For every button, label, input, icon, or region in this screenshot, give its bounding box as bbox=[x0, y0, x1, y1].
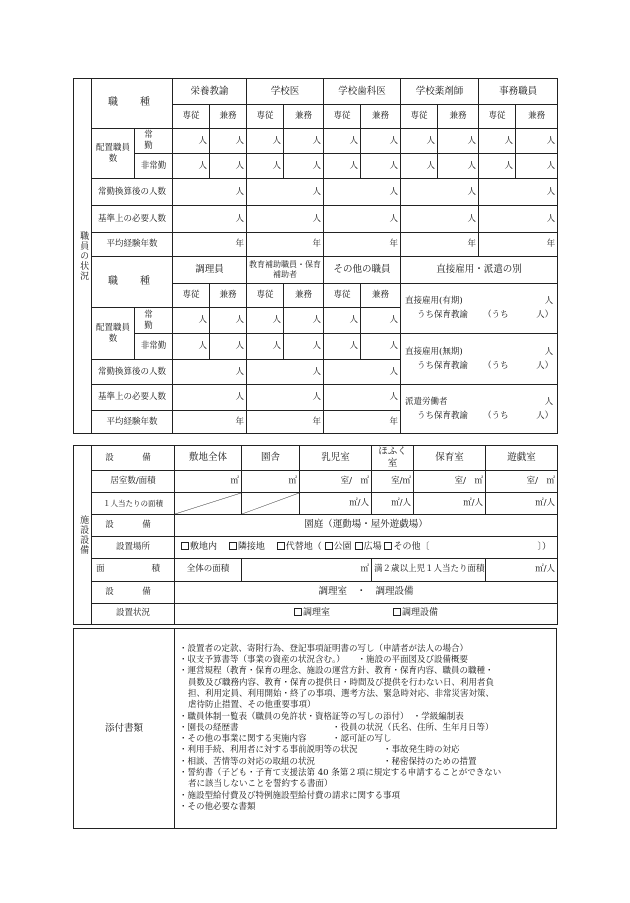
per-person-cell[interactable]: ㎡/人 bbox=[414, 492, 486, 514]
count-cell[interactable]: 人 bbox=[324, 179, 401, 206]
attachment-item: ・職員体制一覧表（職員の免許状・資格証等の写しの添付） ・学級編制表 bbox=[179, 711, 464, 722]
years-cell[interactable]: 年 bbox=[324, 411, 401, 434]
option-label: 公園 bbox=[333, 541, 352, 552]
count-cell[interactable]: 人 bbox=[247, 179, 324, 206]
years-cell[interactable]: 年 bbox=[247, 233, 324, 257]
standard-label: 基準上の必要人数 bbox=[92, 206, 173, 233]
count-cell[interactable]: 人 bbox=[173, 308, 210, 334]
years-cell[interactable]: 年 bbox=[401, 233, 479, 257]
facility-table bbox=[73, 445, 558, 625]
count-cell[interactable]: 人 bbox=[361, 154, 401, 179]
col-play-room: 遊戯室 bbox=[486, 446, 558, 471]
attachment-item: 虐待防止措置、その他重要事項） bbox=[188, 700, 316, 711]
child-area-label: 満２歳以上児１人当たり面積 bbox=[372, 558, 486, 581]
count-cell[interactable]: 人 bbox=[210, 334, 247, 360]
col-office-staff: 事務職員 bbox=[479, 79, 558, 105]
checkbox-icon bbox=[277, 542, 285, 550]
attachment-item: ・利用手続、利用者に対する事前説明等の状況 ・事故発生時の対応 bbox=[179, 745, 460, 756]
fulltime-label: 専従 bbox=[479, 105, 516, 129]
count-cell[interactable]: 人 bbox=[247, 360, 324, 385]
count-cell[interactable]: 人 bbox=[438, 129, 479, 154]
count-cell[interactable]: 人 bbox=[210, 154, 247, 179]
count-cell[interactable]: 人 bbox=[173, 206, 247, 233]
attachments-list bbox=[175, 629, 557, 829]
count-cell[interactable]: 人 bbox=[247, 308, 284, 334]
option-label: 広場 bbox=[363, 541, 382, 552]
parttime-label: 兼務 bbox=[361, 284, 401, 308]
count-cell[interactable]: 人 bbox=[173, 154, 210, 179]
count-cell[interactable]: 人 bbox=[516, 129, 558, 154]
converted-label: 常勤換算後の人数 bbox=[92, 179, 173, 206]
count-cell[interactable]: 人 bbox=[361, 334, 401, 360]
count-cell[interactable]: 人 bbox=[324, 308, 361, 334]
assign-label: 配置職員数 bbox=[92, 129, 135, 179]
checkbox-icon bbox=[355, 542, 363, 550]
dispatch-label: 派遣労働者 bbox=[405, 396, 448, 407]
attachment-item: ・その他必要な書類 bbox=[179, 801, 256, 812]
nonregular-label: 非常勤 bbox=[135, 334, 173, 360]
direct-fixed-count: 人 bbox=[544, 296, 554, 307]
child-area-cell[interactable]: ㎡/人 bbox=[486, 558, 558, 581]
status-label: 設置状況 bbox=[92, 603, 175, 624]
close-bracket: 〕） bbox=[537, 541, 551, 552]
count-cell[interactable]: 人 bbox=[247, 206, 324, 233]
count-cell[interactable]: 人 bbox=[247, 129, 284, 154]
option-label: 代替地（ bbox=[285, 541, 322, 552]
count-cell[interactable]: 人 bbox=[284, 129, 324, 154]
count-cell[interactable]: 人 bbox=[516, 154, 558, 179]
option-on-site[interactable] bbox=[181, 542, 217, 552]
fulltime-label: 専従 bbox=[247, 284, 284, 308]
count-cell[interactable]: 人 bbox=[479, 179, 558, 206]
count-cell[interactable]: 人 bbox=[173, 129, 210, 154]
count-cell[interactable]: 人 bbox=[284, 154, 324, 179]
attachments-label: 添付書類 bbox=[74, 629, 175, 829]
option-plaza[interactable] bbox=[355, 542, 382, 552]
equip-label: 設 備 bbox=[92, 514, 175, 536]
count-cell[interactable]: 人 bbox=[438, 154, 479, 179]
option-cook-room[interactable] bbox=[294, 608, 330, 618]
count-cell[interactable]: 人 bbox=[247, 385, 324, 411]
checkbox-icon bbox=[229, 542, 237, 550]
count-cell[interactable]: 人 bbox=[479, 129, 516, 154]
option-label: 敷地内 bbox=[190, 541, 218, 552]
equip-label: 設 備 bbox=[92, 446, 175, 471]
years-cell[interactable]: 年 bbox=[247, 411, 324, 434]
count-cell[interactable]: 人 bbox=[401, 129, 438, 154]
option-label: 調理室 bbox=[303, 608, 331, 619]
count-cell[interactable]: 人 bbox=[324, 385, 401, 411]
col-building: 園舎 bbox=[242, 446, 300, 471]
col-crawling-room: ほふく室 bbox=[372, 446, 414, 471]
garden-label: 園庭（運動場・屋外遊戯場） bbox=[175, 514, 558, 536]
checkbox-icon bbox=[393, 608, 401, 616]
location-label: 設置場所 bbox=[92, 536, 175, 558]
parttime-label: 兼務 bbox=[284, 105, 324, 129]
col-nursery-room: 保育室 bbox=[414, 446, 486, 471]
attachment-item: ・園長の経歴書 ・役員の状況（氏名、住所、生年月日等） bbox=[179, 722, 494, 733]
count-cell[interactable]: 人 bbox=[284, 308, 324, 334]
attachment-item: ・収支予算書等（事業の資産の状況含む。） ・施設の平面図及び設備概要 bbox=[179, 655, 469, 666]
diagonal-cell bbox=[242, 492, 300, 514]
option-label: 調理設備 bbox=[401, 608, 438, 619]
dispatch-count: 人 bbox=[544, 396, 554, 407]
col-other-staff: その他の職員 bbox=[324, 257, 401, 284]
sqm-unit: ㎡ bbox=[402, 475, 411, 486]
per-person-cell[interactable]: ㎡/人 bbox=[486, 492, 558, 514]
parttime-label: 兼務 bbox=[361, 105, 401, 129]
parttime-label: 兼務 bbox=[438, 105, 479, 129]
option-park[interactable] bbox=[325, 542, 352, 552]
room-area-cell[interactable] bbox=[414, 470, 486, 492]
count-cell[interactable]: 人 bbox=[401, 154, 438, 179]
option-label: 隣接地 bbox=[237, 541, 265, 552]
count-cell[interactable]: 人 bbox=[284, 334, 324, 360]
col-infant-room: 乳児室 bbox=[300, 446, 372, 471]
fulltime-label: 専従 bbox=[247, 105, 284, 129]
option-label: その他〔 bbox=[393, 541, 430, 552]
checkbox-icon bbox=[384, 542, 392, 550]
parttime-label: 兼務 bbox=[210, 105, 247, 129]
count-cell[interactable]: 人 bbox=[210, 308, 247, 334]
per-person-cell[interactable]: ㎡/人 bbox=[300, 492, 372, 514]
direct-open-count: 人 bbox=[544, 346, 554, 357]
parttime-label: 兼務 bbox=[210, 284, 247, 308]
diagonal-line bbox=[175, 493, 241, 514]
col-cook: 調理員 bbox=[173, 257, 247, 284]
diagonal-cell bbox=[175, 492, 242, 514]
diagonal-line bbox=[242, 493, 299, 514]
count-cell[interactable]: 人 bbox=[401, 206, 479, 233]
per-person-label: １人当たりの面積 bbox=[92, 492, 175, 514]
area-label: 面 積 bbox=[92, 558, 175, 581]
area-cell[interactable]: ㎡ bbox=[242, 470, 300, 492]
converted-label: 常勤換算後の人数 bbox=[92, 360, 173, 385]
attachment-item: 担、利用定員、利用開始・終了の事項、選考方法、緊急時対応、非常災害対策、 bbox=[188, 688, 495, 699]
area-cell[interactable]: ㎡ bbox=[175, 470, 242, 492]
col-school-doctor: 学校医 bbox=[247, 79, 324, 105]
direct-fixed-nursery-label: うち保育教諭 bbox=[417, 310, 469, 320]
count-cell[interactable]: 人 bbox=[361, 308, 401, 334]
attachment-item: ・設置者の定款、寄附行為、登記事項証明書の写し（申請者が法人の場合） bbox=[179, 643, 469, 654]
direct-fixed-cell[interactable] bbox=[401, 284, 558, 334]
direct-open-label: 直接雇用(無期) bbox=[405, 346, 463, 357]
job-label: 職 種 bbox=[92, 79, 173, 129]
fulltime-label: 専従 bbox=[173, 284, 210, 308]
direct-fixed-label: 直接雇用(有期) bbox=[405, 296, 463, 307]
paren-open: （うち bbox=[483, 310, 509, 320]
count-cell[interactable]: 人 bbox=[401, 179, 479, 206]
staff-table bbox=[73, 78, 558, 434]
room-area-cell[interactable] bbox=[372, 470, 414, 492]
dispatch-nursery-label: うち保育教諭 bbox=[417, 410, 469, 421]
sqm-unit: ㎡ bbox=[474, 475, 483, 486]
paren-open: （うち bbox=[483, 410, 509, 421]
room-area-cell[interactable] bbox=[486, 470, 558, 492]
count-cell[interactable]: 人 bbox=[210, 129, 247, 154]
regular-label: 常 勤 bbox=[135, 129, 173, 154]
facility-section-label: 施設設備 bbox=[74, 446, 92, 625]
years-cell[interactable]: 年 bbox=[324, 233, 401, 257]
count-cell[interactable]: 人 bbox=[173, 360, 247, 385]
option-adjacent[interactable] bbox=[229, 542, 265, 552]
option-other[interactable] bbox=[384, 542, 429, 552]
avg-years-label: 平均経験年数 bbox=[92, 233, 173, 257]
paren-close: 人） bbox=[536, 410, 554, 421]
per-person-cell[interactable]: ㎡/人 bbox=[372, 492, 414, 514]
count-cell[interactable]: 人 bbox=[173, 179, 247, 206]
count-cell[interactable]: 人 bbox=[324, 206, 401, 233]
count-cell[interactable]: 人 bbox=[479, 154, 516, 179]
location-options bbox=[175, 536, 558, 558]
attachments-table bbox=[73, 628, 557, 829]
paren-open: （うち bbox=[483, 360, 509, 371]
regular-label: 常 勤 bbox=[135, 308, 173, 334]
parttime-label: 兼務 bbox=[516, 105, 558, 129]
room-unit: 室/ bbox=[454, 475, 466, 486]
avg-years-label: 平均経験年数 bbox=[92, 411, 173, 434]
count-cell[interactable]: 人 bbox=[324, 360, 401, 385]
room-area-label: 居室数/面積 bbox=[92, 470, 175, 492]
attachment-item: 員数及び職務内容、教育・保育の提供日・時間及び提供を行わない日、利用者負 bbox=[188, 677, 495, 688]
sqm-unit: ㎡ bbox=[546, 475, 555, 486]
col-site: 敷地全体 bbox=[175, 446, 242, 471]
years-cell[interactable]: 年 bbox=[479, 233, 558, 257]
parttime-label: 兼務 bbox=[284, 284, 324, 308]
room-unit: 室/ bbox=[340, 475, 352, 486]
fulltime-label: 専従 bbox=[324, 105, 361, 129]
cooking-label: 調理室 ・ 調理設備 bbox=[175, 581, 558, 603]
count-cell[interactable]: 人 bbox=[247, 334, 284, 360]
col-education-assistant: 教育補助職員・保育補助者 bbox=[247, 257, 324, 284]
dispatch-cell[interactable] bbox=[401, 385, 558, 434]
fulltime-label: 専従 bbox=[401, 105, 438, 129]
total-area-cell[interactable]: ㎡ bbox=[242, 558, 372, 581]
years-cell[interactable]: 年 bbox=[173, 411, 247, 434]
paren-close: 人） bbox=[536, 360, 554, 371]
fulltime-label: 専従 bbox=[173, 105, 210, 129]
count-cell[interactable]: 人 bbox=[324, 154, 361, 179]
count-cell[interactable]: 人 bbox=[247, 154, 284, 179]
option-alternative[interactable] bbox=[277, 542, 322, 552]
assign-label: 配置職員数 bbox=[92, 308, 135, 360]
attachment-item: 者に該当しないことを誓約する書面） bbox=[188, 779, 333, 790]
years-cell[interactable]: 年 bbox=[173, 233, 247, 257]
attachment-item: ・相談、苦情等の対応の取組の状況 ・秘密保持のための措置 bbox=[179, 756, 477, 767]
attachment-item: ・その他の事業に関する実施内容 ・認可証の写し bbox=[179, 734, 392, 745]
col-school-dentist: 学校歯科医 bbox=[324, 79, 401, 105]
cooking-options bbox=[175, 603, 558, 624]
count-cell[interactable]: 人 bbox=[479, 206, 558, 233]
fulltime-label: 専従 bbox=[324, 284, 361, 308]
room-area-cell[interactable] bbox=[300, 470, 372, 492]
equip-label: 設 備 bbox=[92, 581, 175, 603]
count-cell[interactable]: 人 bbox=[173, 385, 247, 411]
count-cell[interactable]: 人 bbox=[324, 129, 361, 154]
standard-label: 基準上の必要人数 bbox=[92, 385, 173, 411]
paren-close: 人） bbox=[536, 310, 554, 320]
attachment-item: ・運営規程（教育・保育の理念、施設の運営方針、教育・保育内容、職員の職種・ bbox=[179, 666, 494, 677]
sqm-unit: ㎡ bbox=[360, 475, 369, 486]
count-cell[interactable]: 人 bbox=[361, 129, 401, 154]
attachment-item: ・誓約書（子ども・子育て支援法第 40 条第２項に規定する申請することができない bbox=[179, 768, 502, 779]
col-nutrition-teacher: 栄養教諭 bbox=[173, 79, 247, 105]
col-school-pharmacist: 学校薬剤師 bbox=[401, 79, 479, 105]
checkbox-icon bbox=[181, 542, 189, 550]
staff-section-label: 職員の状況 bbox=[74, 79, 92, 434]
count-cell[interactable]: 人 bbox=[173, 334, 210, 360]
nonregular-label: 非常勤 bbox=[135, 154, 173, 179]
direct-open-nursery-label: うち保育教諭 bbox=[417, 360, 469, 371]
checkbox-icon bbox=[325, 542, 333, 550]
count-cell[interactable]: 人 bbox=[324, 334, 361, 360]
col-employ-type: 直接雇用・派遣の別 bbox=[401, 257, 558, 284]
job-label: 職 種 bbox=[92, 257, 173, 308]
room-unit: 室/ bbox=[391, 475, 403, 486]
checkbox-icon bbox=[294, 608, 302, 616]
option-cook-equip[interactable] bbox=[393, 608, 438, 618]
attachment-item: ・施設型給付費及び特例施設型給付費の請求に関する事項 bbox=[179, 790, 401, 801]
direct-open-cell[interactable] bbox=[401, 334, 558, 385]
room-unit: 室/ bbox=[526, 475, 538, 486]
total-area-label: 全体の面積 bbox=[175, 558, 242, 581]
